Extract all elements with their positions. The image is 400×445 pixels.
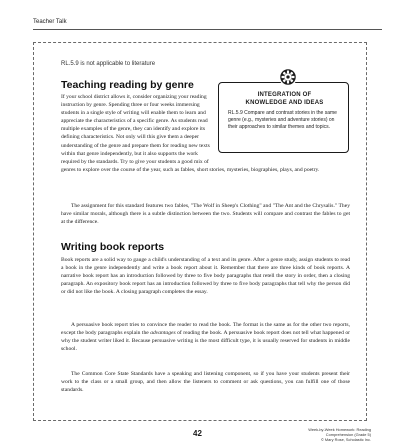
book-report-p2-end: of reading the book. A persuasive book report does not tell what happened or why the student writer liked it. Because persuasive writing is the most difficult type, it is usually reserved for students in middle school. — [61, 330, 350, 353]
sidebar-title — [219, 92, 350, 107]
header-rule — [33, 29, 382, 30]
gear-icon — [279, 68, 297, 86]
book-report-paragraph-1: Book reports are a solid way to gauge a child's understanding of a text and its genre. After a genre study, assign students to read a book in the genre independently and write a book report about it. Remember that there are three kinds of book reports. A narrative book report has an introduction followed by three to five body paragraphs that retell the story in order, then a closing paragraph. An expository book report has an introduction followed by three to five body paragraphs that tell why the person did or did not like the book. A closing paragraph completes the essay. — [61, 257, 350, 296]
copyright-line1: Week-by-Week Homework: Reading Comprehension (Grade 5) — [308, 427, 371, 437]
sidebar-title-line1: INTEGRATION OF — [257, 92, 312, 98]
section-heading-book-reports: Writing book reports — [61, 241, 165, 253]
genre-paragraph-1: If your school district allows it, consider organizing your reading instruction by genre. Spending three or four weeks immersing students in a single style of writing will enable them to learn and appreciate the characteristics of a specific genre. As students read multiple examples of the genre, they can identify and explore its defining characteristics. Not only will this give them a deeper understanding of the genre and prepare them for reading new texts within that genre independently, but it also supports the work required by the standards. Try to give your students a good mix of — [61, 94, 210, 165]
page-number: 42 — [193, 429, 202, 438]
book-report-paragraph-3: The Common Core State Standards have a speaking and listening component, so if you have your students present their work to the class or a small group, and then allow the listeners to comment or ask questions, you can fulfill one of those standards. — [61, 371, 350, 394]
book-report-p2-emphasis: advantages — [150, 330, 176, 337]
standard-note: RL.5.9 is not applicable to literature — [61, 61, 156, 67]
running-header: Teacher Talk — [33, 19, 67, 25]
section-heading-teaching-by-genre: Teaching reading by genre — [61, 79, 194, 91]
sidebar-title-line2: KNOWLEDGE AND IDEAS — [245, 99, 324, 106]
book-report-paragraph-2 — [61, 321, 350, 353]
genre-paragraph-2: The assignment for this standard features two fables, "The Wolf in Sheep's Clothing" and "The Ant and the Chrysalis." They have similar morals, although there is a subtle distinction between the two. Students will compare and contrast the fables to get at the difference. — [61, 203, 350, 226]
standards-sidebar — [218, 82, 349, 153]
copyright-notice — [280, 427, 371, 442]
genre-paragraph-1-continued: genres to explore over the course of the year, such as fables, short stories, mysteries, biographies, plays, and poetry. — [61, 167, 320, 173]
sidebar-standard-text: RL.5.9 Compare and contrast stories in the same genre (e.g., mysteries and adventure stories) on their approaches to similar themes and topics. — [228, 110, 337, 131]
book-report-p2-start: A persuasive book report tries to convince the reader to read the book. The format is the same as for the other two reports, except the body paragraphs explain the — [61, 322, 350, 337]
copyright-line2: © Mary Rose, Scholastic Inc. — [320, 437, 371, 442]
